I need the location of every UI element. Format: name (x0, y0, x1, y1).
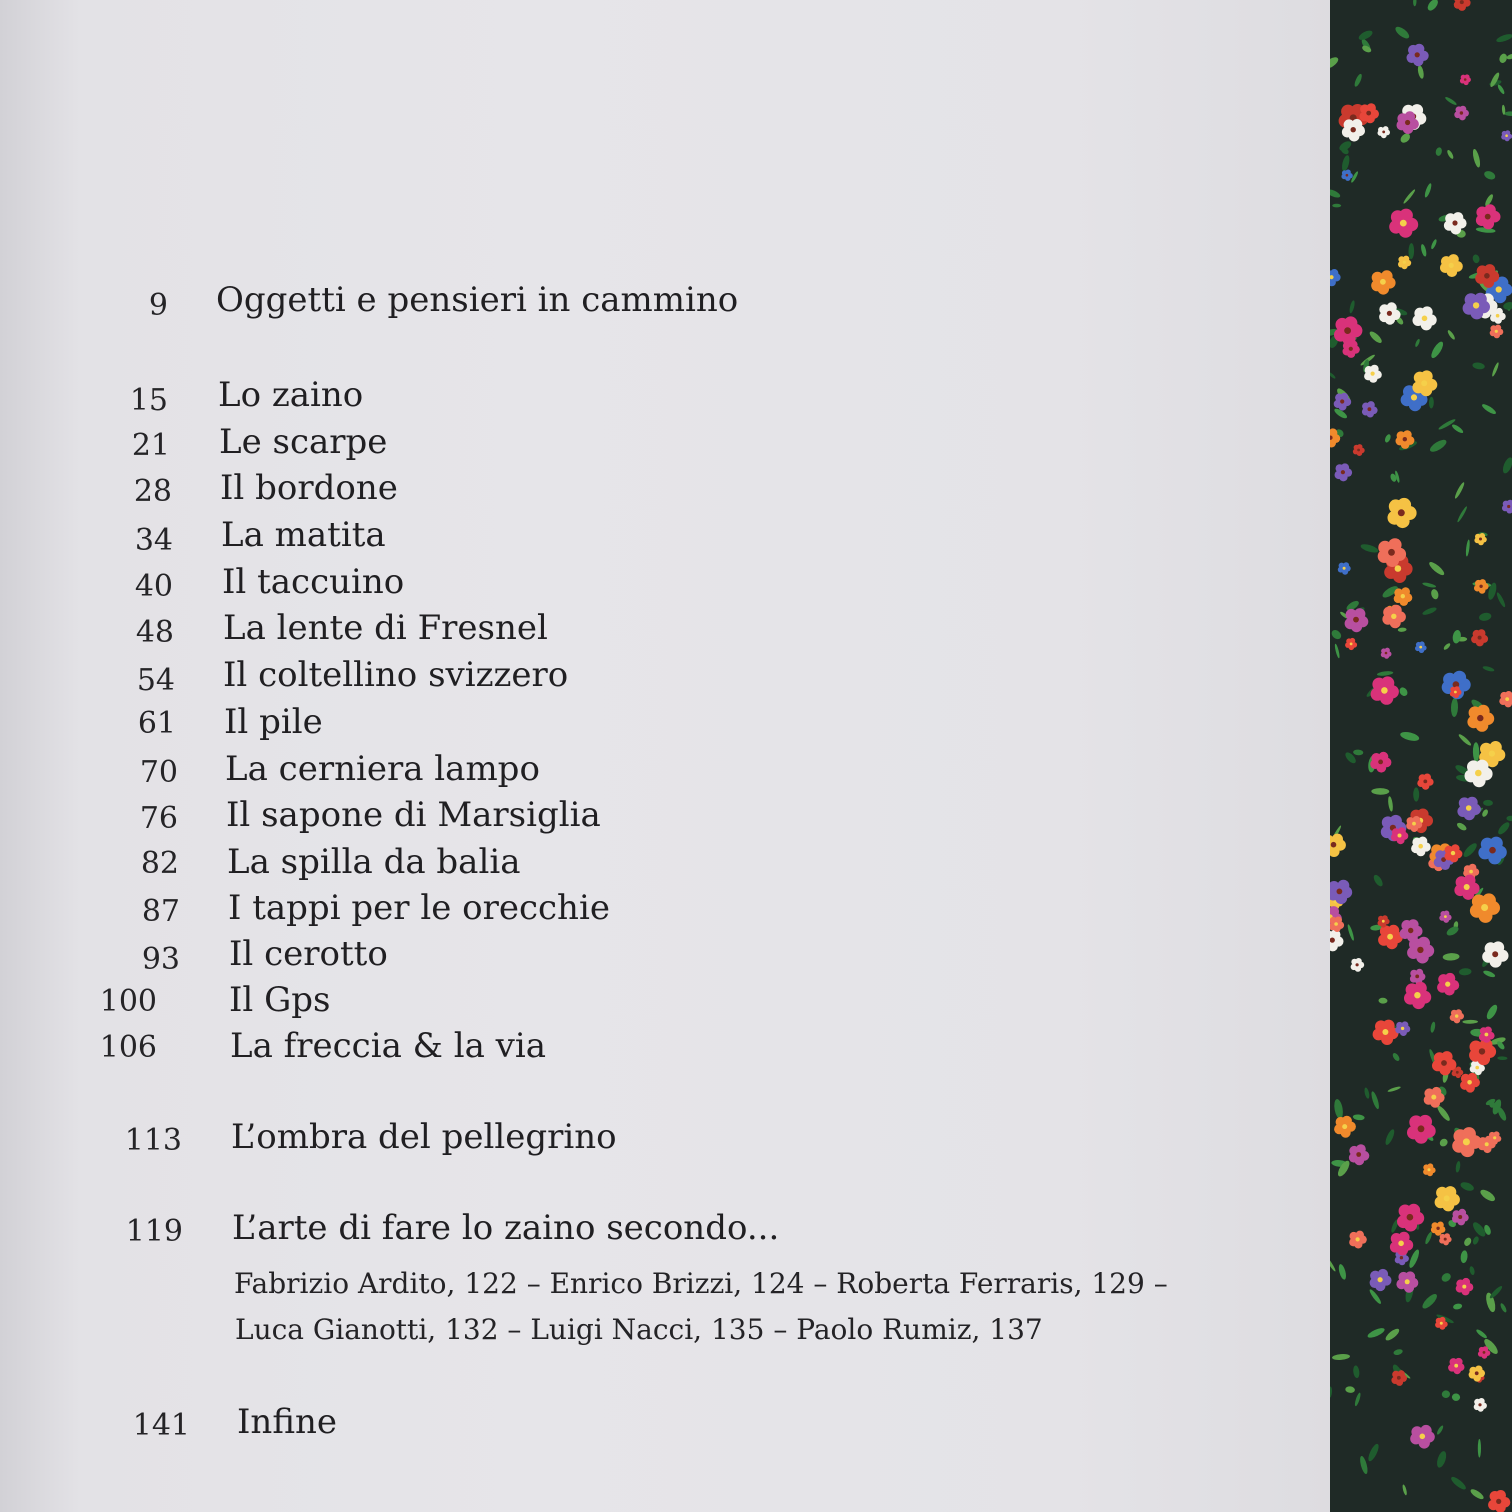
toc-page-number: 76 (139, 801, 178, 836)
toc-title: Il pile (224, 702, 323, 742)
toc-page-number: 106 (99, 1030, 157, 1065)
toc-entry (0, 699, 1200, 745)
leaf-motif (1413, 787, 1419, 801)
toc-entry (0, 977, 1200, 1023)
toc-title: Le scarpe (219, 422, 388, 462)
toc-entry (0, 372, 1200, 418)
toc-title: Il taccuino (222, 562, 405, 602)
toc-title: Infine (237, 1402, 338, 1442)
toc-title: L’ombra del pellegrino (231, 1117, 617, 1157)
leaf-motif (1478, 1439, 1481, 1458)
toc-title: La freccia & la via (230, 1026, 547, 1066)
toc-page-number: 100 (99, 984, 157, 1019)
toc-page-number: 61 (137, 706, 176, 741)
toc-entry (0, 1399, 1200, 1445)
toc-title: La lente di Fresnel (223, 608, 548, 648)
contributors-line: Fabrizio Ardito, 122 – Enrico Brizzi, 124 – Roberta Ferraris, 129 – (234, 1267, 1168, 1300)
toc-entry (0, 512, 1200, 558)
toc-page-number: 40 (134, 569, 173, 604)
toc-title: Il coltellino svizzero (223, 655, 569, 695)
floral-endpaper (1330, 0, 1512, 1512)
toc-title: Oggetti e pensieri in cammino (216, 280, 739, 320)
toc-entry (0, 792, 1200, 838)
toc-title: Il cerotto (229, 934, 388, 974)
toc-title: La matita (221, 515, 386, 555)
toc-entry (0, 839, 1200, 885)
toc-title: Il bordone (220, 468, 398, 508)
toc-page-number: 113 (124, 1123, 182, 1158)
toc-page-number: 54 (136, 663, 175, 698)
toc-entry (0, 931, 1200, 977)
toc-entry (0, 559, 1200, 605)
toc-page-number: 9 (148, 288, 168, 323)
toc-page-number: 48 (135, 615, 174, 650)
toc-page-number: 70 (139, 755, 178, 790)
toc-title: Lo zaino (218, 375, 364, 415)
toc-page-number: 82 (140, 846, 179, 881)
toc-entry (0, 885, 1200, 931)
toc-title: La cerniera lampo (225, 749, 540, 789)
toc-page-number: 15 (129, 383, 168, 418)
toc-entry (0, 1023, 1200, 1069)
toc-entry (0, 1114, 1200, 1160)
toc-entry (0, 1205, 1200, 1251)
toc-page-number: 28 (133, 474, 172, 509)
contributors-line: Luca Gianotti, 132 – Luigi Nacci, 135 – Paolo Rumiz, 137 (235, 1313, 1043, 1346)
toc-entry (0, 277, 1200, 323)
toc-entry (0, 746, 1200, 792)
toc-entry (0, 605, 1200, 651)
toc-page-number: 119 (125, 1214, 183, 1249)
toc-title: I tappi per le orecchie (228, 888, 610, 928)
toc-page-number: 93 (141, 942, 180, 977)
toc-page-number: 141 (132, 1408, 190, 1443)
toc-entry (0, 419, 1200, 465)
toc-title: Il sapone di Marsiglia (226, 795, 601, 835)
toc-entry (0, 465, 1200, 511)
toc-title: L’arte di fare lo zaino secondo... (232, 1208, 780, 1248)
toc-title: La spilla da balia (227, 842, 521, 882)
toc-page-number: 34 (134, 523, 173, 558)
toc-page-number: 21 (131, 428, 170, 463)
toc-entry (0, 652, 1200, 698)
toc-page-number: 87 (141, 894, 180, 929)
toc-title: Il Gps (229, 980, 331, 1020)
